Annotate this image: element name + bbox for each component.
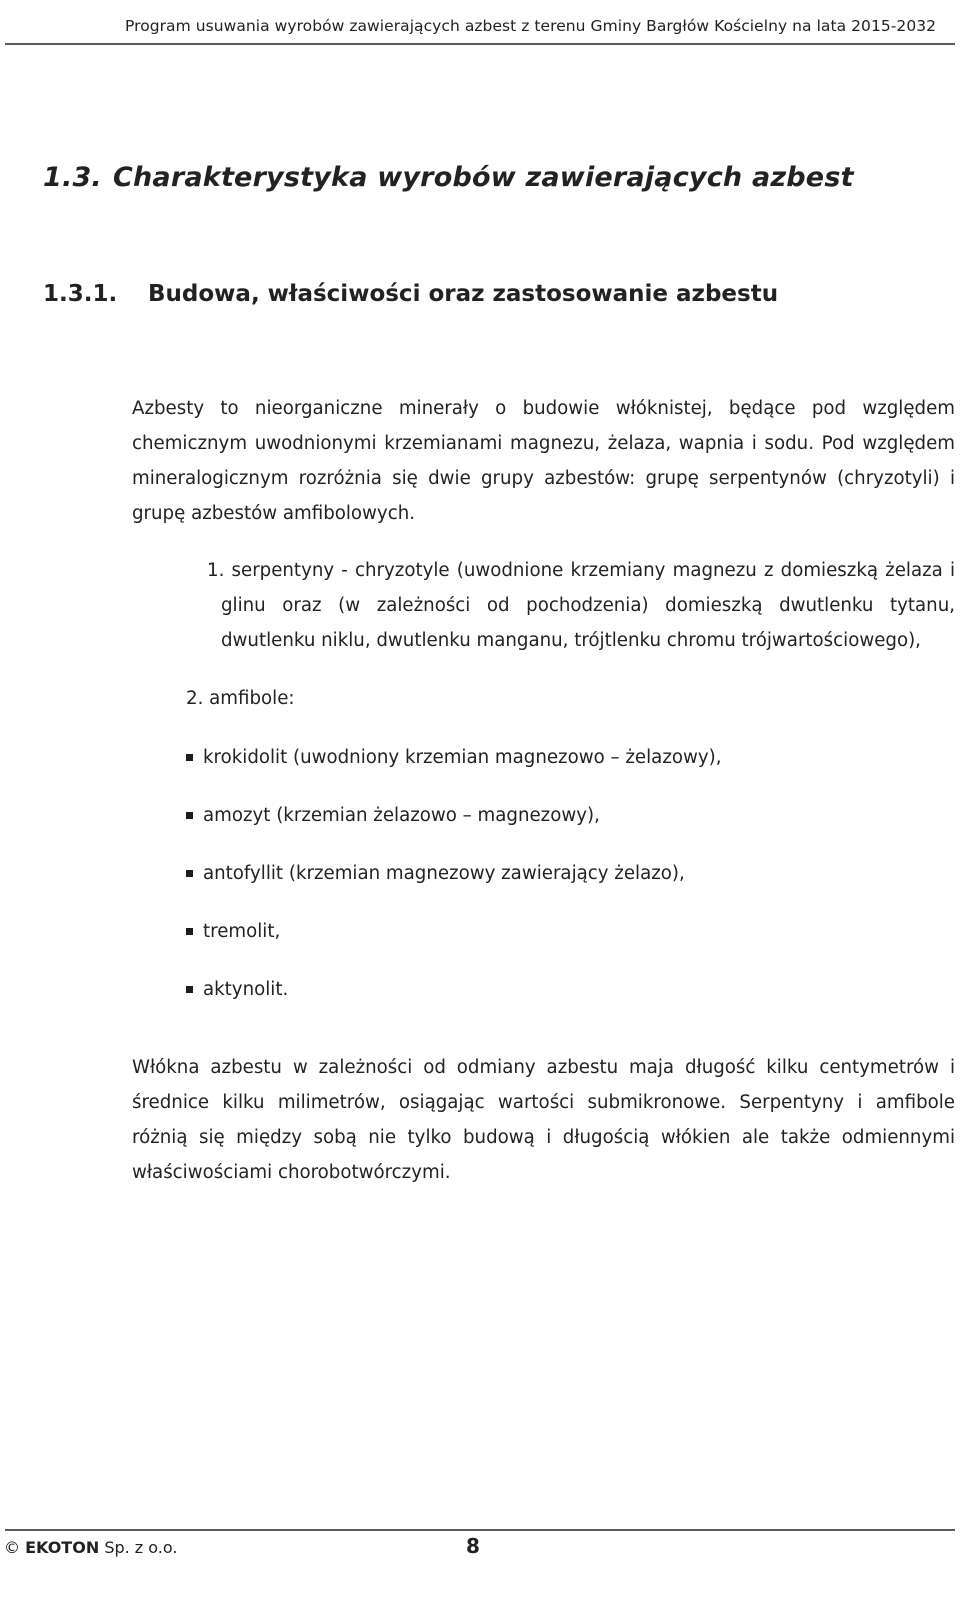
list-item-text: aktynolit. xyxy=(203,979,289,1000)
list-item xyxy=(186,856,946,914)
square-bullet-icon xyxy=(186,928,193,935)
section-title: Charakterystyka wyrobów zawierających azbest xyxy=(113,162,854,193)
company-suffix: Sp. z o.o. xyxy=(104,1538,178,1557)
footer-divider xyxy=(5,1529,955,1531)
footer-company xyxy=(4,1538,177,1557)
list-marker: 1. xyxy=(207,560,225,581)
list-item-text: tremolit, xyxy=(203,921,281,942)
square-bullet-icon xyxy=(186,754,193,761)
list-item-text: amfibole: xyxy=(209,688,295,709)
copyright-icon: © xyxy=(4,1538,20,1557)
subsection-heading xyxy=(43,281,778,307)
page-header xyxy=(0,0,960,46)
square-bullet-icon xyxy=(186,812,193,819)
list-item xyxy=(186,914,946,972)
numbered-list-item xyxy=(186,553,955,658)
page-footer xyxy=(0,1523,960,1599)
square-bullet-icon xyxy=(186,870,193,877)
document-title: Program usuwania wyrobów zawierających azbest z terenu Gminy Bargłów Kościelny na lata 2015-2032 xyxy=(125,17,937,35)
section-heading xyxy=(43,162,854,193)
header-divider xyxy=(5,43,955,45)
square-bullet-icon xyxy=(186,986,193,993)
list-item-text: krokidolit (uwodniony krzemian magnezowo – żelazowy), xyxy=(203,747,722,768)
list-item xyxy=(186,798,946,856)
list-item-text: amozyt (krzemian żelazowo – magnezowy), xyxy=(203,805,600,826)
list-item-text: serpentyny - chryzotyle (uwodnione krzemiany magnezu z domieszką żelaza i glinu oraz (w zależności od pochodzenia) domieszką dwutlenku tytanu, dwutlenku niklu, dwutlenku manganu, trójtlenku chromu trójwartościowego), xyxy=(221,560,955,651)
intro-paragraph: Azbesty to nieorganiczne minerały o budowie włóknistej, będące pod względem chemicznym uwodnionymi krzemianami magnezu, żelaza, wapnia i sodu. Pod względem mineralogicznym rozróżnia się dwie grupy azbestów: grupę serpentynów (chryzotyli) i grupę azbestów amfibolowych. xyxy=(132,398,955,524)
section-number: 1.3. xyxy=(43,162,102,193)
numbered-list-item xyxy=(186,681,955,716)
page-number: 8 xyxy=(466,1534,480,1558)
list-item xyxy=(186,740,946,798)
amphibole-list xyxy=(186,740,946,1030)
company-name: EKOTON xyxy=(25,1538,100,1557)
subsection-title: Budowa, właściwości oraz zastosowanie azbestu xyxy=(148,281,779,307)
closing-paragraph: Włókna azbestu w zależności od odmiany azbestu maja długość kilku centymetrów i średnice kilku milimetrów, osiągając wartości submikronowe. Serpentyny i amfibole różnią się między sobą nie tylko budową i długością włókien ale także odmiennymi właściwościami chorobotwórczymi. xyxy=(132,1057,955,1183)
list-item-text: antofyllit (krzemian magnezowy zawierający żelazo), xyxy=(203,863,685,884)
list-item xyxy=(186,972,946,1030)
list-marker: 2. xyxy=(186,688,204,709)
subsection-number: 1.3.1. xyxy=(43,281,118,307)
